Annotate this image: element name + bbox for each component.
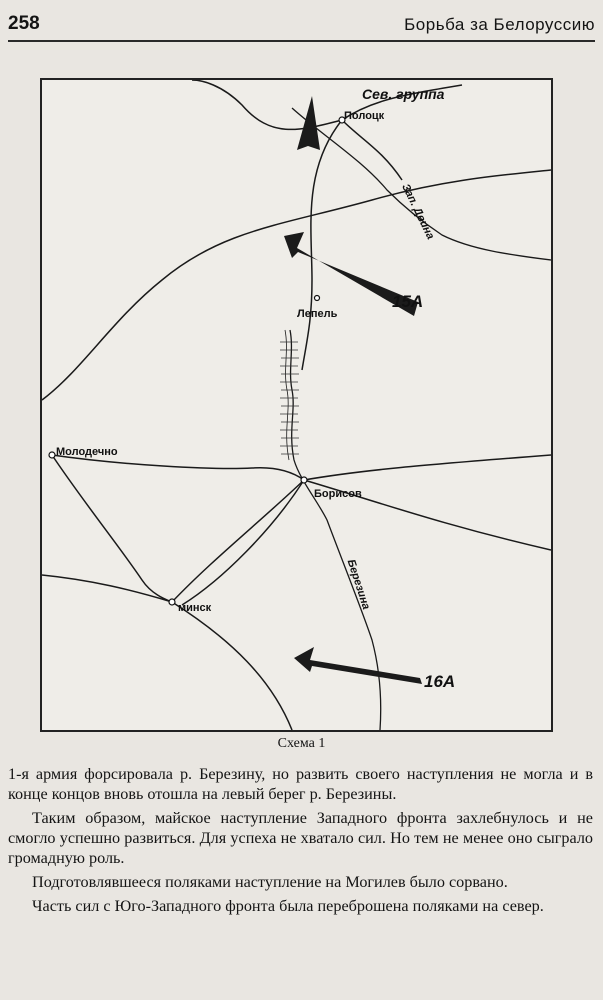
paragraph: Часть сил с Юго-Западного фронта была переброшена поляками на север. [32, 897, 544, 915]
road-molodechno-borisov [52, 455, 304, 480]
road-borisov-minsk-alt [182, 480, 304, 605]
city-label-minsk: минск [178, 602, 212, 614]
road-minsk-west [42, 575, 172, 602]
city-label-molodechno: Молодечно [56, 446, 118, 458]
page-number: 258 [8, 13, 40, 34]
river-label-dvina: Зап. Двина [399, 182, 437, 242]
paragraph: Подготовлявшееся поляками наступление на Могилев было сорвано. [32, 873, 508, 891]
city-label-borisov: Борисов [314, 488, 362, 500]
road-polotsk-west [192, 80, 342, 129]
army-15-label: 15А [392, 292, 424, 311]
arrow-north-group [297, 96, 320, 150]
page-header [8, 10, 595, 42]
running-title: Борьба за Белоруссию [404, 15, 595, 34]
river-label-berezina: Березина [344, 558, 373, 612]
city-marker-borisov [301, 477, 307, 483]
map-drawing [42, 80, 551, 730]
paragraph: 1-я армия форсировала р. Березину, но развить своего наступления не могла и в конце концов вновь отошла на левый берег р. Березины. [8, 765, 593, 803]
figure-caption: Схема 1 [277, 736, 326, 751]
map-figure [40, 78, 553, 732]
army-16-label: 16А [424, 672, 456, 691]
city-marker-molodechno [49, 452, 55, 458]
arrow-16a [294, 647, 422, 684]
city-marker-lepel [315, 296, 320, 301]
city-label-lepel: Лепель [297, 308, 338, 320]
north-group-label: Сев. группа [362, 86, 445, 102]
paragraph: Таким образом, майское наступление Западного фронта захлебнулось и не смогло успешно развиться. Для успеха не хватало сил. Но тем не менее оно сыграло громадную роль. [8, 809, 593, 867]
road-minsk-borisov [172, 480, 304, 602]
road-polotsk-lepel [302, 120, 342, 370]
road-borisov-east [304, 455, 551, 480]
river-dvina [292, 108, 551, 260]
body-text [8, 764, 593, 920]
city-label-polotsk: Полоцк [344, 110, 385, 122]
road-west-diagonal [42, 170, 551, 400]
road-minsk-southeast [172, 602, 292, 730]
road-molodechno-minsk [52, 455, 172, 602]
road-polotsk-east [342, 120, 402, 180]
city-marker-minsk [169, 599, 175, 605]
